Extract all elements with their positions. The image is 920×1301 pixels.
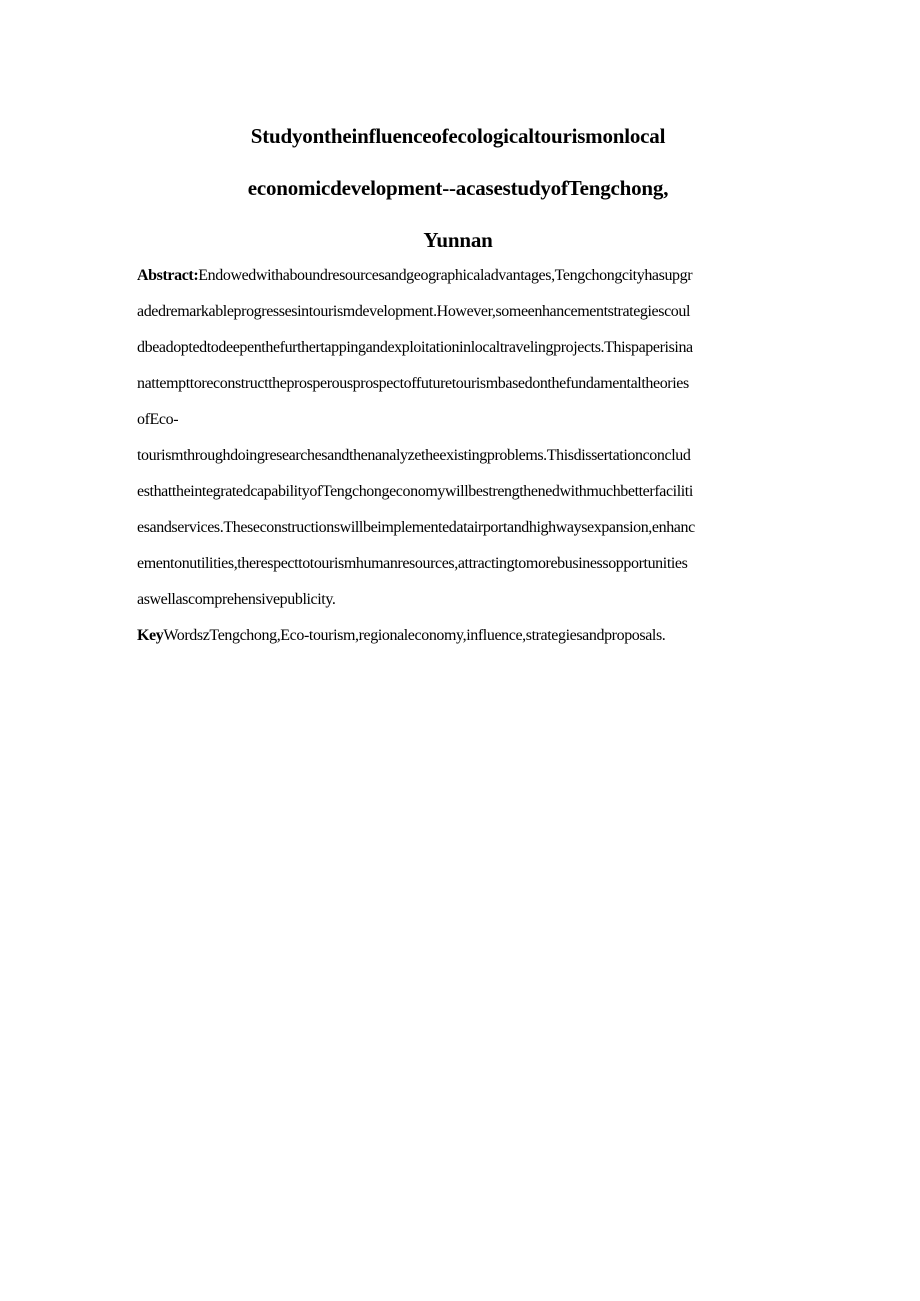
- paper-title: [100, 122, 816, 255]
- title-line-1: Studyontheinfluenceofecologicaltourismonlocal: [250, 124, 666, 148]
- abstract-line-8: esandservices.Theseconstructionswillbeimplementedatairportandhighwaysexpansion,enhanc: [137, 519, 695, 536]
- abstract-line-10: aswellascomprehensivepublicity.: [137, 591, 336, 608]
- abstract-line-6: tourismthroughdoingresearchesandthenanalyzetheexistingproblems.Thisdissertationconclud: [137, 447, 691, 464]
- abstract-line-7: esthattheintegratedcapabilityofTengchongeconomywillbestrengthenedwithmuchbetterfaciliti: [137, 483, 693, 500]
- abstract-line-5: ofEco-: [137, 411, 179, 428]
- abstract-section: [137, 264, 827, 660]
- abstract-line-1: [137, 264, 827, 288]
- abstract-label: Abstract:: [137, 267, 199, 284]
- abstract-text: Endowedwithaboundresourcesandgeographicaladvantages,Tengchongcityhasupgr: [198, 267, 693, 284]
- abstract-line-3: dbeadoptedtodeepenthefurthertappingandexploitationinlocaltravelingprojects.Thispaperisina: [137, 339, 693, 356]
- abstract-line-2: adedremarkableprogressesintourismdevelopment.However,someenhancementstrategiescoul: [137, 303, 691, 320]
- abstract-line-9: ementonutilities,therespecttotourismhumanresources,attractingtomorebusinessopportunities: [137, 555, 688, 572]
- abstract-line-4: nattempttoreconstructtheprosperousprospectoffuturetourismbasedonthefundamentaltheories: [137, 375, 689, 392]
- keywords-text: WordszTengchong,Eco-tourism,regionaleconomy,influence,strategiesandproposals.: [163, 627, 666, 644]
- keywords-line: [137, 624, 827, 648]
- title-line-3: Yunnan: [423, 228, 493, 252]
- keywords-label: Key: [137, 627, 164, 644]
- title-line-2: economicdevelopment--acasestudyofTengchong,: [247, 176, 669, 200]
